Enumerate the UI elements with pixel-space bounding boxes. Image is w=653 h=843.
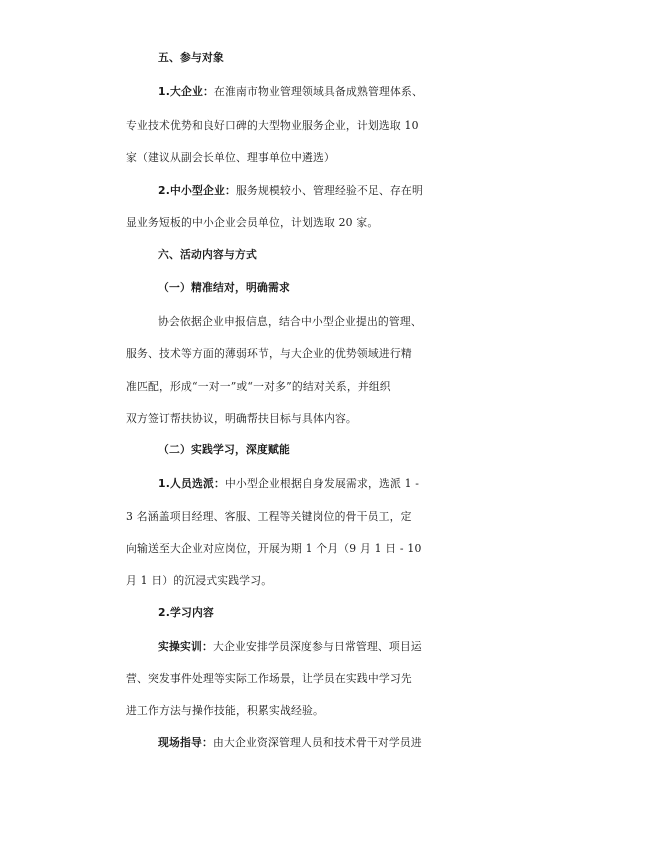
paragraph-practice-line1 xyxy=(158,637,653,657)
paragraph-matching-line2: 服务、技术等方面的薄弱环节，与大企业的优势领域进行精 xyxy=(126,347,412,360)
label-practice-training: 实操实训： xyxy=(158,640,213,653)
section-heading-participants: 五、参与对象 xyxy=(158,51,224,64)
paragraph-staff-line1 xyxy=(158,474,653,494)
paragraph-large-enterprise-line3: 家（建议从副会长单位、理事单位中遴选） xyxy=(126,151,335,164)
label-sme: 2.中小型企业： xyxy=(158,184,236,197)
paragraph-matching-line3: 准匹配，形成“一对一”或“一对多”的结对关系，并组织 xyxy=(126,380,391,393)
paragraph-staff-line3: 向输送至大企业对应岗位，开展为期 1 个月（9 月 1 日 - 10 xyxy=(126,542,422,555)
text-segment: 在淮南市物业管理领域具备成熟管理体系、 xyxy=(214,85,423,98)
paragraph-sme-line1 xyxy=(158,181,653,201)
paragraph-practice-line2: 营、突发事件处理等实际工作场景，让学员在实践中学习先 xyxy=(126,672,412,685)
paragraph-practice-line3: 进工作方法与操作技能，积累实战经验。 xyxy=(126,704,324,717)
label-staff-selection: 1.人员选派： xyxy=(158,477,225,490)
paragraph-staff-line4: 月 1 日）的沉浸式实践学习。 xyxy=(126,574,273,587)
label-onsite-guidance: 现场指导： xyxy=(158,736,213,749)
subsection-heading-practice: （二）实践学习，深度赋能 xyxy=(158,443,290,456)
text-segment: 大企业安排学员深度参与日常管理、项目运 xyxy=(212,640,422,653)
paragraph-matching-line4: 双方签订帮扶协议，明确帮扶目标与具体内容。 xyxy=(126,412,357,425)
paragraph-large-enterprise-line1 xyxy=(158,82,653,102)
text-segment: 中小型企业根据自身发展需求，选派 1 - xyxy=(225,477,420,490)
text-segment: 由大企业资深管理人员和技术骨干对学员进 xyxy=(212,736,422,749)
paragraph-onsite-line1 xyxy=(158,733,653,753)
section-heading-activities: 六、活动内容与方式 xyxy=(158,248,257,261)
paragraph-matching-line1: 协会依据企业申报信息，结合中小型企业提出的管理、 xyxy=(158,315,422,328)
subsection-heading-matching: （一）精准结对，明确需求 xyxy=(158,281,290,294)
text-segment: 服务规模较小、管理经验不足、存在明 xyxy=(236,184,423,197)
paragraph-staff-line2: 3 名涵盖项目经理、客服、工程等关键岗位的骨干员工，定 xyxy=(126,510,412,523)
paragraph-large-enterprise-line2: 专业技术优势和良好口碑的大型物业服务企业，计划选取 10 xyxy=(126,119,419,132)
paragraph-sme-line2: 显业务短板的中小企业会员单位，计划选取 20 家。 xyxy=(126,216,379,229)
label-large-enterprise: 1.大企业： xyxy=(158,85,215,98)
subheading-learning-content: 2.学习内容 xyxy=(158,606,215,619)
